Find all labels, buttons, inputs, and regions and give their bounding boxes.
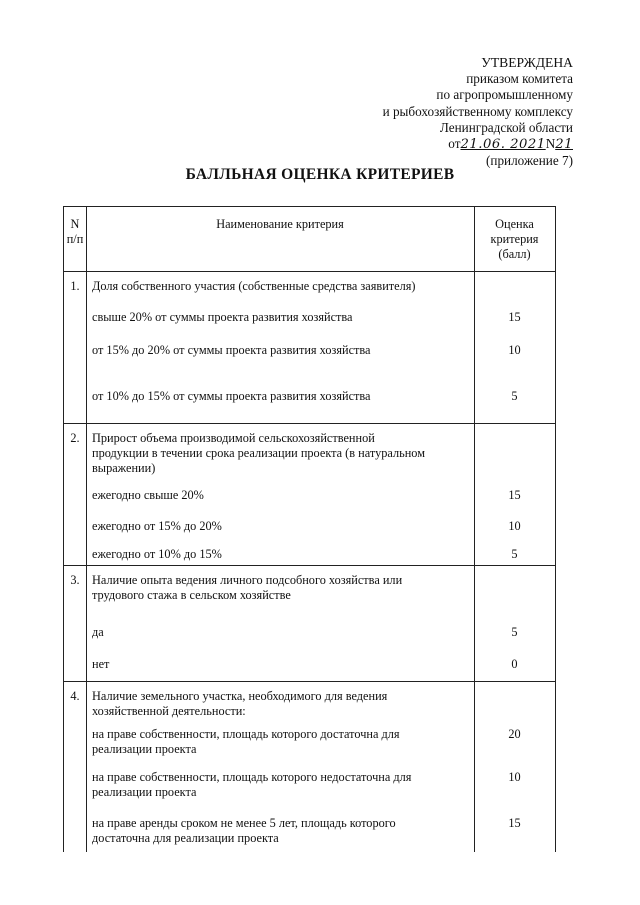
section-title: Доля собственного участия (собственные средства заявителя)	[92, 279, 416, 293]
criteria-table	[63, 206, 556, 852]
row-divider	[64, 681, 555, 682]
criterion-option: свыше 20% от суммы проекта развития хозяйства	[92, 310, 353, 324]
handwritten-number: 21	[555, 137, 573, 153]
approval-date-line	[383, 136, 573, 153]
row-divider	[64, 271, 555, 272]
criterion-score: 0	[511, 657, 518, 671]
approval-heading: УТВЕРЖДЕНА	[481, 55, 573, 70]
criterion-score: 15	[508, 488, 521, 502]
approval-line: по агропромышленному	[436, 87, 573, 103]
row-divider	[64, 423, 555, 424]
document-title: БАЛЛЬНАЯ ОЦЕНКА КРИТЕРИЕВ	[185, 166, 455, 183]
column-divider	[86, 207, 87, 852]
criterion-score: 5	[511, 547, 518, 561]
criterion-option: да	[92, 625, 104, 639]
section-number: 1.	[70, 279, 80, 293]
header-number: N п/п	[66, 217, 84, 247]
section-number: 3.	[70, 573, 80, 587]
criterion-option: от 10% до 15% от суммы проекта развития хозяйства	[92, 389, 371, 403]
section-number: 2.	[70, 431, 80, 445]
header-score: Оценка критерия (балл)	[490, 217, 539, 262]
criterion-score: 5	[511, 389, 518, 403]
criterion-score: 15	[508, 310, 521, 324]
approval-block	[383, 55, 573, 169]
criterion-option: ежегодно свыше 20%	[92, 488, 204, 502]
criterion-score: 20	[508, 727, 521, 741]
criterion-option: на праве собственности, площадь которого недостаточна для реализации проекта	[92, 770, 412, 800]
number-prefix: N	[545, 136, 556, 152]
criterion-option: на праве аренды сроком не менее 5 лет, площадь которого достаточна для реализации проекта	[92, 816, 396, 846]
appendix-label: (приложение 7)	[486, 153, 573, 169]
criterion-score: 5	[511, 625, 518, 639]
criterion-option: нет	[92, 657, 110, 671]
section-title: Наличие земельного участка, необходимого для ведения хозяйственной деятельности:	[92, 689, 388, 719]
section-title: Прирост объема производимой сельскохозяйственной продукции в течении срока реализации проекта (в натуральном выражении)	[92, 431, 425, 476]
approval-line: и рыбохозяйственному комплексу	[382, 103, 573, 119]
criterion-score: 10	[508, 519, 521, 533]
header-criterion-name: Наименование критерия	[216, 217, 344, 231]
date-prefix: от	[448, 136, 461, 152]
row-divider	[64, 565, 555, 566]
criterion-score: 15	[508, 816, 521, 830]
handwritten-date: 21.06. 2021	[460, 137, 546, 153]
criterion-score: 10	[508, 343, 521, 357]
criterion-option: на праве собственности, площадь которого достаточна для реализации проекта	[92, 727, 400, 757]
approval-line: приказом комитета	[466, 71, 573, 87]
criterion-option: ежегодно от 10% до 15%	[92, 547, 222, 561]
section-title: Наличие опыта ведения личного подсобного хозяйства или трудового стажа в сельском хозяйстве	[92, 573, 403, 603]
criterion-option: ежегодно от 15% до 20%	[92, 519, 222, 533]
criterion-score: 10	[508, 770, 521, 784]
section-number: 4.	[70, 689, 80, 703]
criterion-option: от 15% до 20% от суммы проекта развития хозяйства	[92, 343, 371, 357]
approval-line: Ленинградской области	[439, 119, 573, 135]
